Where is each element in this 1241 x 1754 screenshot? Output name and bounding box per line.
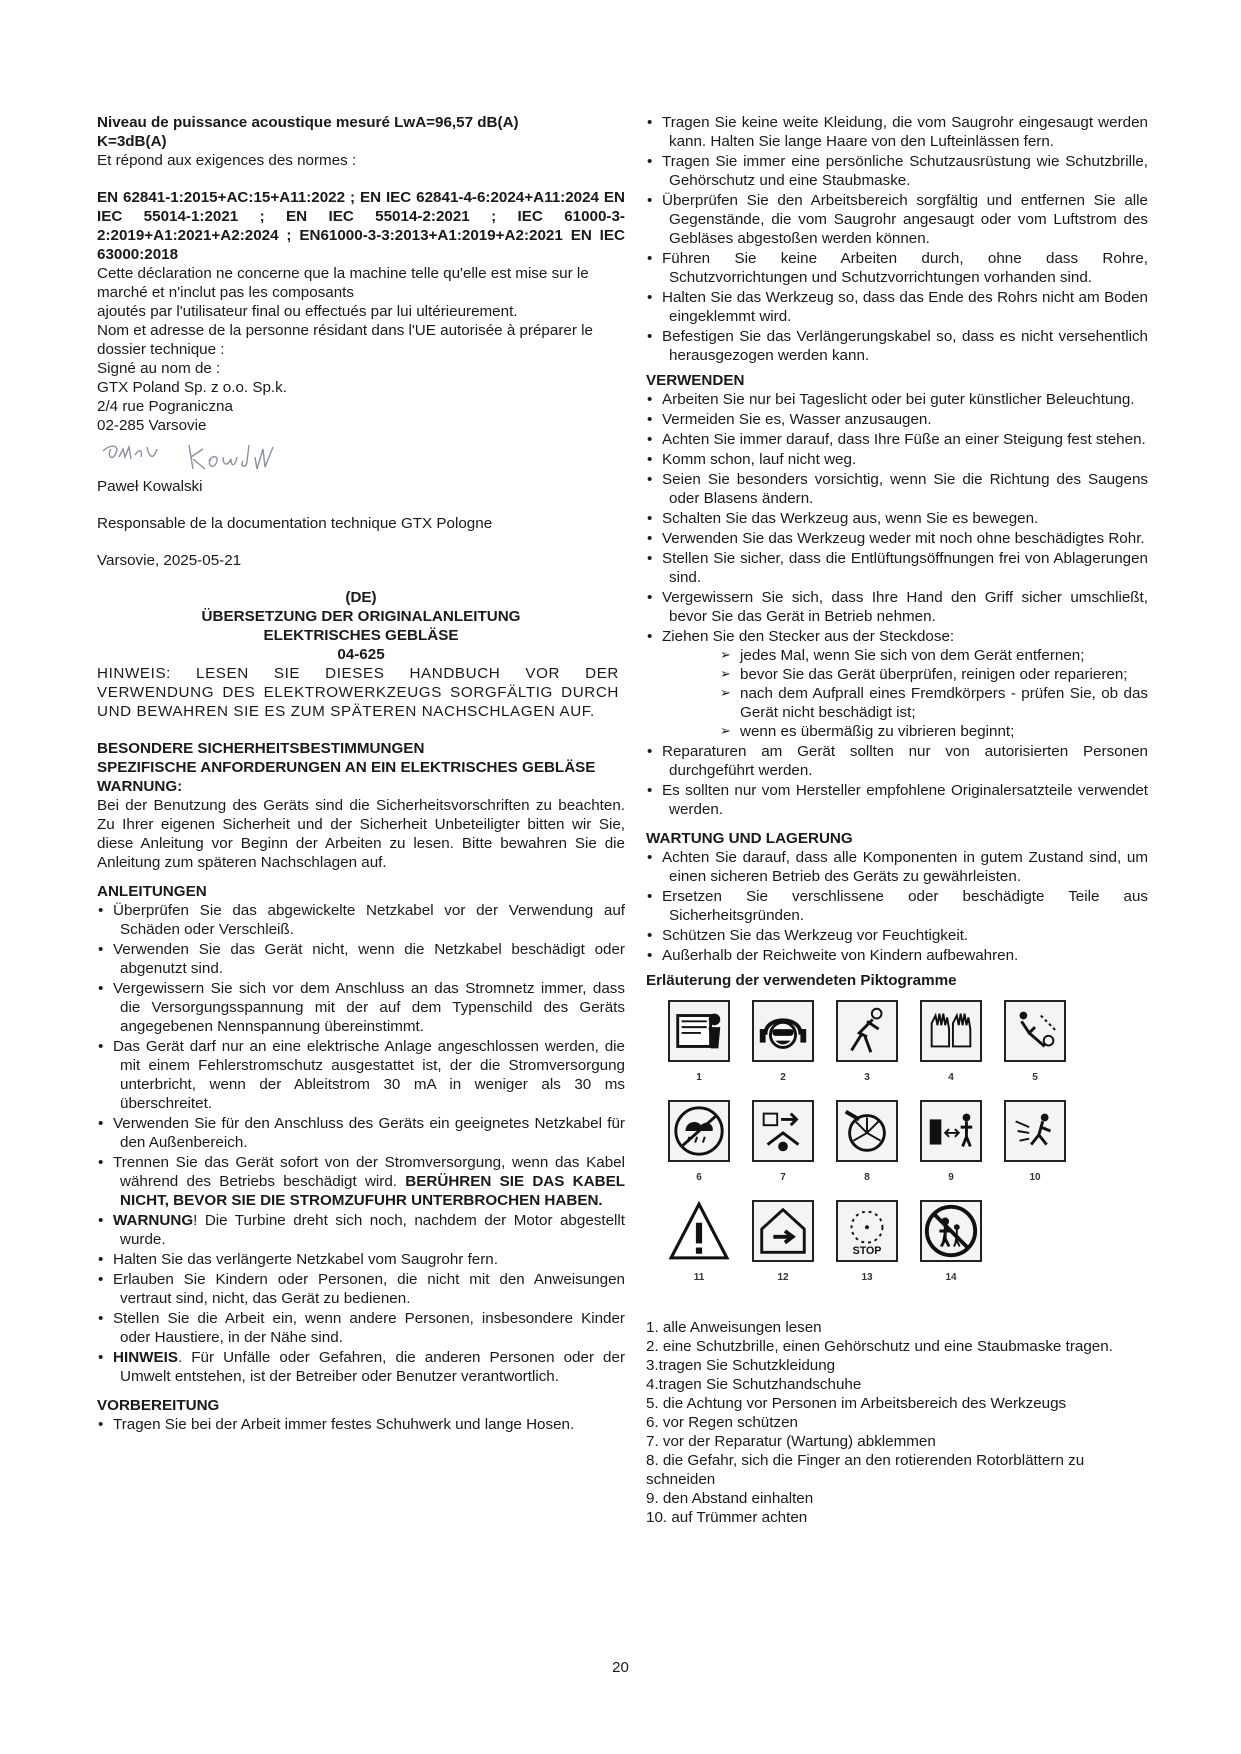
warning-text: Bei der Benutzung des Geräts sind die Sicherheitsvorschriften zu beachten. Zu Ihrer eigenen Sicherheit und der Sicherheit Unbeteiligter bitten wir Sie, diese Anleitung vor Beginn der Arbeiten zu lesen. Bitte bewahren Sie die Anleitung zum späteren Nachschlagen auf. [97, 797, 625, 871]
list-item: • Verwenden Sie das Gerät nicht, wenn die Netzkabel beschädigt oder abgenutzt sind. [97, 940, 625, 978]
keep-children-away-icon [920, 1200, 982, 1262]
list-item: • Überprüfen Sie das abgewickelte Netzkabel vor der Verwendung auf Schäden oder Verschleiß. [97, 901, 625, 939]
legend-item: 9. den Abstand einhalten [646, 1490, 814, 1507]
maintenance-list [646, 848, 1148, 965]
svg-text:STOP: STOP [852, 1245, 882, 1258]
company-street: 2/4 rue Pograniczna [97, 398, 233, 415]
unplug-list [662, 646, 1148, 741]
norms-list: EN 62841-1:2015+AC:15+A11:2022 ; EN IEC 62841-4-6:2024+A11:2024 EN IEC 55014-1:2021 ; EN IEC 55014-2:2021 ; IEC 61000-3-2:2019+A1:2021+A2:2024 ; EN61000-3-3:2013+A1:2019+A2:2021 EN IEC 63000:2018 [97, 189, 625, 263]
pictogram-number: 3 [864, 1072, 870, 1083]
unplug-before-maintenance-icon [752, 1100, 814, 1162]
list-item: • Befestigen Sie das Verlängerungskabel so, dass es nicht versehentlich herausgezogen werden kann. [646, 327, 1148, 365]
list-item: • Es sollten nur vom Hersteller empfohlene Originalersatzteile verwendet werden. [646, 781, 1148, 819]
pictogram-heading: Erläuterung der verwendeten Piktogramme [646, 972, 957, 989]
doc-title: ÜBERSETZUNG DER ORIGINALANLEITUNG [201, 608, 521, 625]
read-manual-icon [668, 1000, 730, 1062]
pictogram-number: 8 [864, 1172, 870, 1183]
company-city: 02-285 Varsovie [97, 417, 207, 434]
preparation-list [97, 1415, 625, 1434]
maintenance-heading: WARTUNG UND LAGERUNG [646, 830, 853, 847]
legend-item: 6. vor Regen schützen [646, 1414, 798, 1431]
list-item: • Arbeiten Sie nur bei Tageslicht oder bei guter künstlicher Beleuchtung. [646, 390, 1148, 409]
legend-item: 4.tragen Sie Schutzhandschuhe [646, 1376, 862, 1393]
model-number: 04-625 [337, 646, 385, 663]
signed-for: Signé au nom de : [97, 360, 221, 377]
list-item: • Stellen Sie sicher, dass die Entlüftungsöffnungen frei von Ablagerungen sind. [646, 549, 1148, 587]
sub-list-item: ➢ nach dem Aufprall eines Fremdkörpers - prüfen Sie, ob das Gerät nicht beschädigt ist; [720, 684, 1148, 722]
protective-clothing-icon [836, 1000, 898, 1062]
list-item: • Achten Sie immer darauf, dass Ihre Füße an einer Steigung fest stehen. [646, 430, 1148, 449]
list-item: • Verwenden Sie das Werkzeug weder mit noch ohne beschädigtes Rohr. [646, 529, 1148, 548]
list-item: • Tragen Sie keine weite Kleidung, die vom Saugrohr eingesaugt werden kann. Halten Sie lange Haare von den Lufteinlässen fern. [646, 113, 1148, 151]
preparation-heading: VORBEREITUNG [97, 1397, 220, 1414]
list-item: • Tragen Sie bei der Arbeit immer festes Schuhwerk und lange Hosen. [97, 1415, 625, 1434]
pictogram-number: 5 [1032, 1072, 1038, 1083]
list-item: • Ziehen Sie den Stecker aus der Steckdose: ➢ jedes Mal, wenn Sie sich von dem Gerät entfernen; ➢ bevor Sie das Gerät überprüfen, reinigen oder reparieren; ➢ nach dem Aufprall eines Fremdkörpers - prüfen Sie, ob das Gerät nicht beschädigt ist; ➢ wenn es übermäßig zu vibrieren beginnt; [646, 627, 1148, 741]
list-item: • Seien Sie besonders vorsichtig, wenn Sie die Richtung des Saugens oder Blasens ändern. [646, 470, 1148, 508]
instructions-list [97, 901, 625, 1386]
sub-list-item: ➢ bevor Sie das Gerät überprüfen, reinigen oder reparieren; [720, 665, 1148, 684]
keep-distance-icon [920, 1100, 982, 1162]
list-item: • Das Gerät darf nur an eine elektrische Anlage angeschlossen werden, die mit einem Fehlerstromschutz ausgestattet ist, der die Stromversorgung unterbricht, wenn der Ableitstrom 30 mA in weniger als 30 ms überschreitet. [97, 1037, 625, 1113]
list-item: • Vergewissern Sie sich vor dem Anschluss an das Stromnetz immer, dass die Versorgungsspannung mit der auf dem Typenschild des Geräts angegebenen Nennspannung übereinstimmt. [97, 979, 625, 1036]
list-item: • Schützen Sie das Werkzeug vor Feuchtigkeit. [646, 926, 1148, 945]
use-heading: VERWENDEN [646, 372, 745, 389]
pictogram-number: 6 [696, 1172, 702, 1183]
list-item: • Tragen Sie immer eine persönliche Schutzausrüstung wie Schutzbrille, Gehörschutz und eine Staubmaske. [646, 152, 1148, 190]
pictogram-number: 13 [861, 1272, 873, 1283]
legend-item: 2. eine Schutzbrille, einen Gehörschutz und eine Staubmaske tragen. [646, 1338, 1113, 1355]
list-item: • Halten Sie das verlängerte Netzkabel vom Saugrohr fern. [97, 1250, 625, 1269]
list-item: • Außerhalb der Reichweite von Kindern aufbewahren. [646, 946, 1148, 965]
pictogram-number: 7 [780, 1172, 786, 1183]
pictogram-legend [646, 1318, 1148, 1527]
pictogram-number: 2 [780, 1072, 786, 1083]
protective-gloves-icon [920, 1000, 982, 1062]
list-item: • Verwenden Sie für den Anschluss des Geräts ein geeignetes Netzkabel für den Außenbereich. [97, 1114, 625, 1152]
protect-from-rain-icon [668, 1100, 730, 1162]
use-list [646, 390, 1148, 819]
authorised-person-text: Nom et adresse de la personne résidant dans l'UE autorisée à préparer le dossier technique : [97, 322, 593, 358]
list-item: • Überprüfen Sie den Arbeitsbereich sorgfältig und entfernen Sie alle Gegenstände, die vom Saugrohr angesaugt oder vom Luftstrom des Gebläses abgestoßen werden können. [646, 191, 1148, 248]
legend-item: 7. vor der Reparatur (Wartung) abklemmen [646, 1433, 936, 1450]
disconnect-warning: BERÜHREN SIE DAS KABEL NICHT, BEVOR SIE DIE STROMZUFUHR UNTERBROCHEN HABEN. [120, 1173, 625, 1209]
list-item: • Halten Sie das Werkzeug so, dass das Ende des Rohrs nicht am Boden eingeklemmt wird. [646, 288, 1148, 326]
right-column [646, 113, 1148, 1527]
signature [97, 435, 625, 477]
hinweis-label: HINWEIS [113, 1349, 178, 1366]
pictogram-number: 4 [948, 1072, 954, 1083]
pictogram-number: 14 [945, 1272, 957, 1283]
pictogram-number: 11 [693, 1272, 705, 1283]
safety-heading: BESONDERE SICHERHEITSBESTIMMUNGEN [97, 740, 425, 757]
list-item: • WARNUNG! Die Turbine dreht sich noch, nachdem der Motor abgestellt wurde. [97, 1211, 625, 1249]
safety-subheading: SPEZIFISCHE ANFORDERUNGEN AN EIN ELEKTRISCHES GEBLÄSE [97, 759, 596, 776]
list-item: • Vermeiden Sie es, Wasser anzusaugen. [646, 410, 1148, 429]
list-item: • Komm schon, lauf nicht weg. [646, 450, 1148, 469]
doc-subtitle: ELEKTRISCHES GEBLÄSE [263, 627, 459, 644]
flying-debris-icon [1004, 1100, 1066, 1162]
signer-role: Responsable de la documentation technique GTX Pologne [97, 515, 493, 532]
legend-item: 10. auf Trümmer achten [646, 1509, 808, 1526]
legend-item: 3.tragen Sie Schutzkleidung [646, 1357, 836, 1374]
general-warning-icon [668, 1200, 730, 1262]
place-date: Varsovie, 2025-05-21 [97, 552, 242, 569]
indoor-storage-icon [752, 1200, 814, 1262]
pictogram-grid [666, 1000, 1098, 1300]
sub-list-item: ➢ jedes Mal, wenn Sie sich von dem Gerät entfernen; [720, 646, 1148, 665]
list-item: • Achten Sie darauf, dass alle Komponenten in gutem Zustand sind, um einen sicheren Betrieb des Geräts zu gewährleisten. [646, 848, 1148, 886]
list-item: • Reparaturen am Gerät sollten nur von autorisierten Personen durchgeführt werden. [646, 742, 1148, 780]
list-item: • Ersetzen Sie verschlissene oder beschädigte Teile aus Sicherheitsgründen. [646, 887, 1148, 925]
list-item: • Trennen Sie das Gerät sofort von der Stromversorgung, wenn das Kabel während des Betriebs beschädigt wird. BERÜHREN SIE DAS KABEL NICHT, BEVOR SIE DIE STROMZUFUHR UNTERBROCHEN HABEN. [97, 1153, 625, 1210]
company-name: GTX Poland Sp. z o.o. Sp.k. [97, 379, 287, 396]
list-item: • Erlauben Sie Kindern oder Personen, die nicht mit den Anweisungen vertraut sind, nicht, das Gerät zu bedienen. [97, 1270, 625, 1308]
language-code: (DE) [345, 589, 377, 606]
signer-name: Paweł Kowalski [97, 478, 203, 495]
list-item: • Führen Sie keine Arbeiten durch, ohne dass Rohre, Schutzvorrichtungen und Schutzvorrichtungen vorhanden sind. [646, 249, 1148, 287]
pictogram-number: 9 [948, 1172, 954, 1183]
preparation-list-continued [646, 113, 1148, 365]
list-item: • Vergewissern Sie sich, dass Ihre Hand den Griff sicher umschließt, bevor Sie das Gerät in Betrieb nehmen. [646, 588, 1148, 626]
norms-intro: Et répond aux exigences des normes : [97, 152, 357, 169]
left-column [97, 113, 625, 1435]
legend-item: 5. die Achtung vor Personen im Arbeitsbereich des Werkzeugs [646, 1395, 1067, 1412]
list-item: • HINWEIS. Für Unfälle oder Gefahren, die anderen Personen oder der Umwelt entstehen, ist der Betreiber oder Benutzer verantwortlich. [97, 1348, 625, 1386]
declaration-text: Cette déclaration ne concerne que la machine telle qu'elle est mise sur le marché et n'inclut pas les composants [97, 265, 589, 301]
warning-heading: WARNUNG: [97, 778, 183, 795]
turbine-warning-label: WARNUNG [113, 1212, 194, 1229]
noise-level: Niveau de puissance acoustique mesuré LwA=96,57 dB(A) [97, 114, 519, 131]
page-number: 20 [612, 1659, 629, 1676]
wait-until-stopped-icon [836, 1200, 898, 1262]
list-item: • Stellen Sie die Arbeit ein, wenn andere Personen, insbesondere Kinder oder Haustiere, in der Nähe sind. [97, 1309, 625, 1347]
declaration-text-2: ajoutés par l'utilisateur final ou effectués par lui ultérieurement. [97, 303, 518, 320]
pictogram-number: 1 [696, 1072, 702, 1083]
pictogram-number: 10 [1029, 1172, 1041, 1183]
pictogram-number: 12 [777, 1272, 789, 1283]
eye-ear-dust-protection-icon [752, 1000, 814, 1062]
sub-list-item: ➢ wenn es übermäßig zu vibrieren beginnt; [720, 722, 1148, 741]
read-manual-notice: HINWEIS: LESEN SIE DIESES HANDBUCH VOR DER VERWENDUNG DES ELEKTROWERKZEUGS SORGFÄLTIG DURCH UND BEWAHREN SIE ES ZUM SPÄTEREN NACHSCHLAGEN AUF. [97, 665, 619, 720]
list-item: • Schalten Sie das Werkzeug aus, wenn Sie es bewegen. [646, 509, 1148, 528]
bystanders-warning-icon [1004, 1000, 1066, 1062]
rotating-blades-hazard-icon [836, 1100, 898, 1162]
instructions-heading: ANLEITUNGEN [97, 883, 207, 900]
legend-item: 8. die Gefahr, sich die Finger an den rotierenden Rotorblättern zu schneiden [646, 1452, 1085, 1488]
noise-uncertainty: K=3dB(A) [97, 133, 167, 150]
legend-item: 1. alle Anweisungen lesen [646, 1319, 822, 1336]
